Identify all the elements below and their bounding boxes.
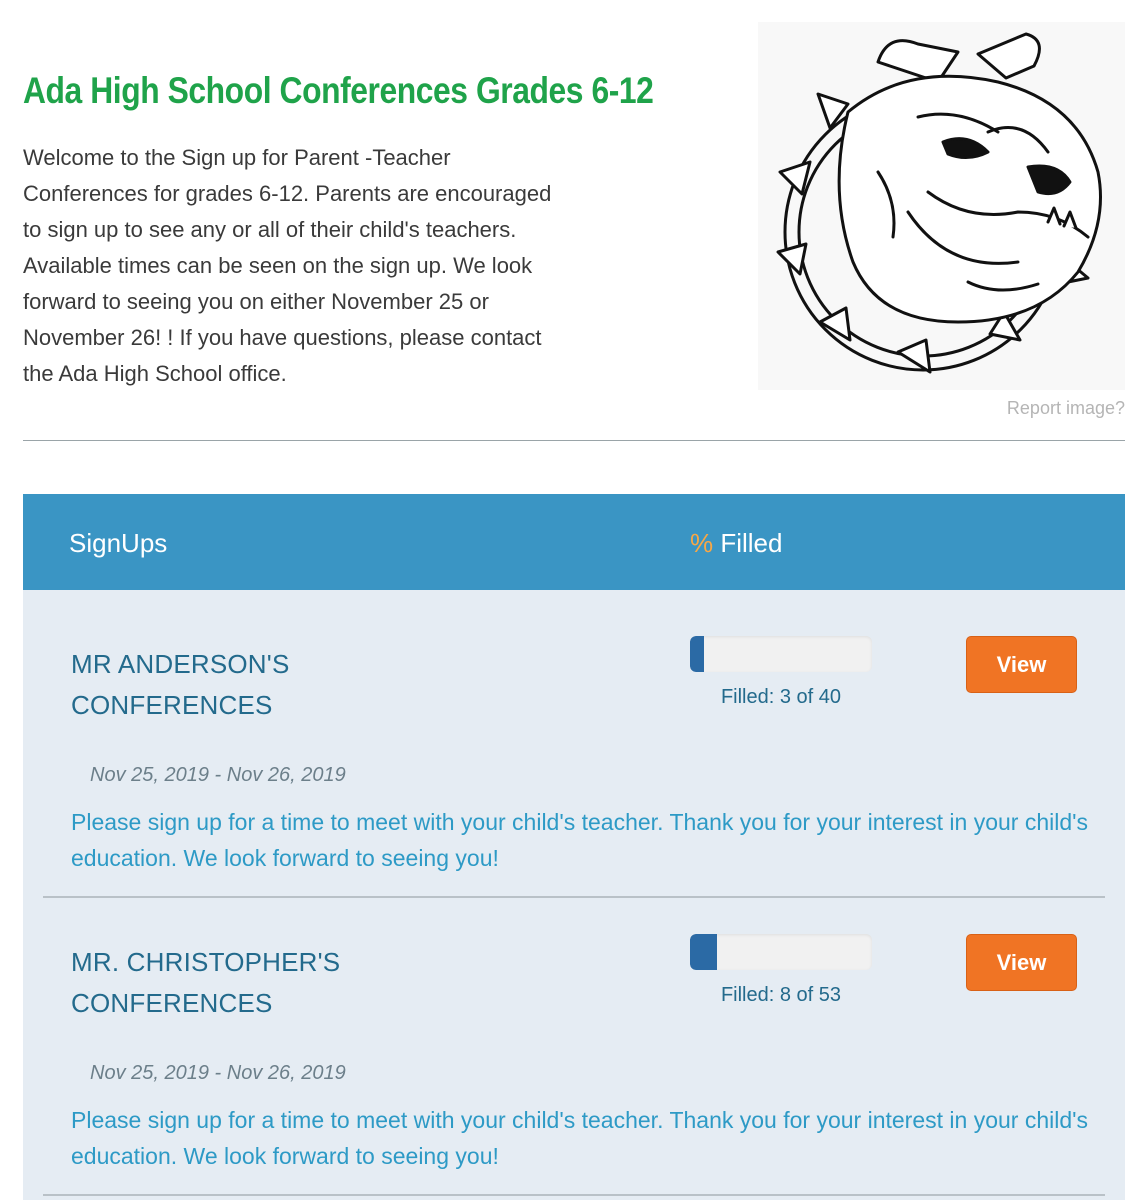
view-button[interactable]: View <box>966 934 1077 991</box>
column-header-signups: SignUps <box>69 528 168 558</box>
filled-progress-fill <box>690 934 717 970</box>
signup-dates: Nov 25, 2019 - Nov 26, 2019 <box>90 764 346 786</box>
signup-description: Please sign up for a time to meet with your child's teacher. Thank you for your interest in your child's education. We look forward to seeing you! <box>71 809 1089 871</box>
signup-name[interactable]: MR ANDERSON'S CONFERENCES <box>71 649 290 720</box>
bulldog-icon <box>758 22 1125 390</box>
filled-progress-bar <box>690 934 872 970</box>
row-divider <box>43 896 1105 898</box>
section-divider <box>23 440 1125 441</box>
report-image-link[interactable]: Report image? <box>1006 398 1125 418</box>
percent-symbol: % <box>690 528 714 558</box>
filled-count: Filled: 8 of 53 <box>720 984 842 1006</box>
page-header <box>23 0 1125 440</box>
view-button[interactable]: View <box>966 636 1077 693</box>
filled-progress-bar <box>690 636 872 672</box>
signup-dates: Nov 25, 2019 - Nov 26, 2019 <box>90 1062 346 1084</box>
signups-table-header <box>23 494 1125 590</box>
signups-table <box>23 494 1125 1200</box>
filled-label: Filled <box>713 528 783 558</box>
filled-count: Filled: 3 of 40 <box>720 686 842 708</box>
signup-name[interactable]: MR. CHRISTOPHER'S CONFERENCES <box>71 947 341 1018</box>
column-header-filled <box>690 528 782 559</box>
signup-description: Please sign up for a time to meet with your child's teacher. Thank you for your interest in your child's education. We look forward to seeing you! <box>71 1107 1089 1169</box>
page-title: Ada High School Conferences Grades 6-12 <box>23 70 654 111</box>
filled-progress-fill <box>690 636 704 672</box>
intro-text: Welcome to the Sign up for Parent -Teacher Conferences for grades 6-12. Parents are encouraged to sign up to see any or all of their child's teachers. Available times can be seen on the sign up. We look forward to seeing you on either November 25 or November 26! ! If you have questions, please contact the Ada High School office. <box>23 145 552 386</box>
row-divider <box>43 1194 1105 1196</box>
